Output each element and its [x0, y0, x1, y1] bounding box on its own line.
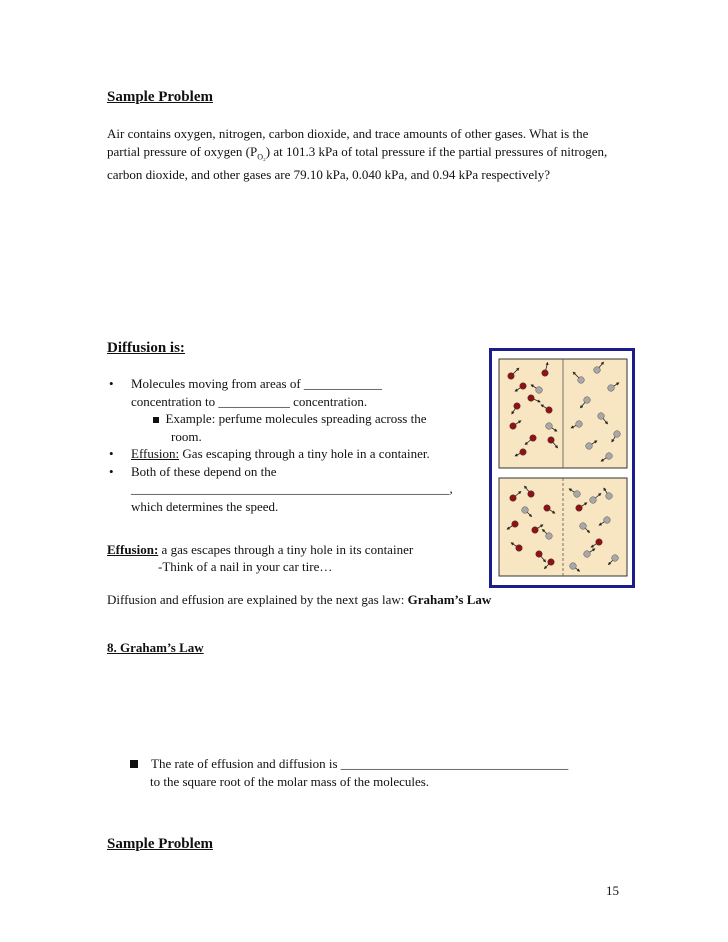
red-molecule [520, 383, 527, 390]
red-molecule [532, 527, 539, 534]
bullet-text: Both of these depend on the [131, 463, 277, 479]
red-molecule [520, 449, 527, 456]
gray-molecule [522, 507, 529, 514]
red-molecule [516, 545, 523, 552]
red-molecule [536, 551, 543, 558]
sample-problem-heading-2: Sample Problem [107, 836, 213, 852]
problem-text-part1: Air contains oxygen, nitrogen, carbon dioxide, and trace amounts of other gases. What is the partial pressure of oxygen (P [107, 126, 589, 159]
square-bullet-icon [130, 760, 138, 768]
sub-bullet-text: Example: perfume molecules spreading across the [165, 411, 427, 426]
red-molecule [544, 505, 551, 512]
bullet-text: Gas escaping through a tiny hole in a container. [179, 446, 430, 461]
diffusion-heading: Diffusion is: [107, 340, 185, 356]
gray-molecule [570, 563, 577, 570]
bullet-dot: • [109, 376, 114, 391]
gray-molecule [590, 497, 597, 504]
grahams-law-bold: Graham’s Law [407, 592, 492, 607]
diffusion-figure [489, 348, 635, 588]
red-molecule [508, 373, 515, 380]
square-bullet-icon [153, 417, 159, 423]
gray-molecule [578, 377, 585, 384]
grahams-law-heading: 8. Graham’s Law [107, 640, 204, 655]
sub-bullet-item [109, 410, 479, 428]
grahams-bullet-text: The rate of effusion and diffusion is ___________________________________ [151, 756, 569, 771]
gray-molecule [546, 423, 553, 430]
gray-molecule [594, 367, 601, 374]
red-molecule [576, 505, 583, 512]
red-molecule [530, 435, 537, 442]
bullet-dot: • [109, 446, 114, 461]
bullet-text-cont: which determines the speed. [131, 498, 279, 514]
gray-molecule [584, 397, 591, 404]
page-number: 15 [606, 883, 619, 898]
bullet-item [109, 375, 479, 393]
bullet-text: Molecules moving from areas of ____________ [131, 376, 382, 391]
gray-molecule [606, 493, 613, 500]
effusion-definition-label: Effusion: [107, 542, 159, 557]
gray-molecule [612, 555, 619, 562]
red-molecule [510, 495, 517, 502]
problem-text-part2: ) at 101.3 kPa of total pressure if the partial pressures of nitrogen, carbon dioxide, and other gases are 79.10 kPa, 0.040 kPa, and 0.94 kPa respectively? [107, 143, 608, 182]
bullet-dot: • [109, 463, 114, 479]
gray-molecule [614, 431, 621, 438]
gray-molecule [604, 517, 611, 524]
oxygen-subscript: O₂ [257, 152, 266, 162]
effusion-panel [499, 478, 627, 576]
effusion-label: Effusion: [131, 446, 180, 461]
gray-molecule [606, 453, 613, 460]
red-molecule [528, 491, 535, 498]
sample-problem-text [107, 125, 619, 183]
gray-molecule [576, 421, 583, 428]
red-molecule [548, 559, 555, 566]
red-molecule [514, 403, 521, 410]
red-molecule [528, 395, 535, 402]
gray-molecule [536, 387, 543, 394]
blank-line: _________________________________________________, [131, 481, 453, 496]
explained-line [107, 591, 491, 609]
grahams-bullet [130, 755, 630, 790]
bullet-text-cont: concentration to ___________ concentration. [131, 393, 368, 409]
grahams-bullet-line [130, 755, 630, 773]
gray-molecule [546, 533, 553, 540]
gray-molecule [586, 443, 593, 450]
gray-molecule [608, 385, 615, 392]
explained-text: Diffusion and effusion are explained by the next gas law: [107, 592, 408, 607]
effusion-definition [107, 541, 413, 559]
bullet-item [109, 445, 479, 463]
red-molecule [512, 521, 519, 528]
sub-bullet-text-cont: room. [171, 428, 202, 444]
effusion-definition-text: a gas escapes through a tiny hole in its container [158, 542, 414, 557]
grahams-bullet-text-cont: to the square root of the molar mass of the molecules. [150, 773, 430, 789]
gray-molecule [584, 551, 591, 558]
sample-problem-heading: Sample Problem [107, 89, 213, 105]
red-molecule [542, 370, 549, 377]
bullet-item [109, 463, 479, 481]
effusion-note: -Think of a nail in your car tire… [158, 559, 333, 574]
gray-molecule [598, 413, 605, 420]
gray-molecule [580, 523, 587, 530]
red-molecule [548, 437, 555, 444]
red-molecule [510, 423, 517, 430]
gray-molecule [574, 491, 581, 498]
diffusion-bullets [109, 375, 479, 515]
red-molecule [596, 539, 603, 546]
red-molecule [546, 407, 553, 414]
